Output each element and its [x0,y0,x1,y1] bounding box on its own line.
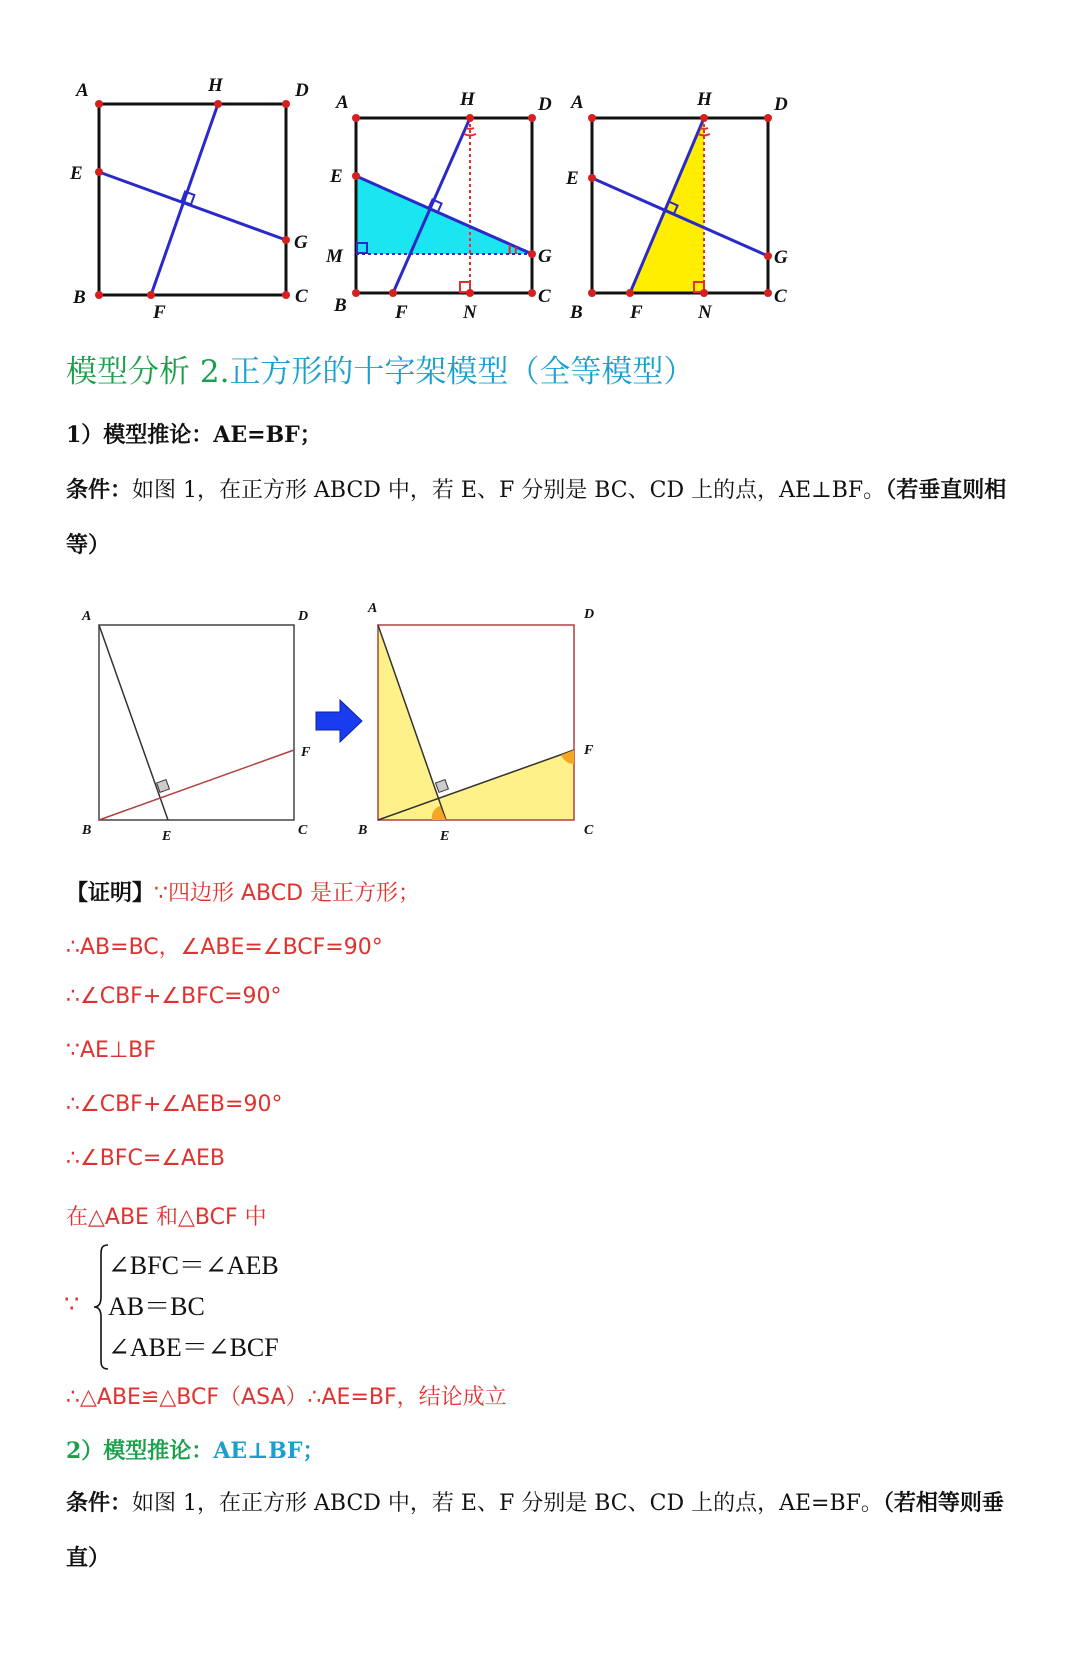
proof-label: 【证明】 [66,880,155,906]
proof-line-1: ∵四边形 ABCD 是正方形； [154,881,421,906]
proof-line-6: ∴∠BFC=∠AEB [66,1146,226,1171]
proof-line-7: 在△ABE 和△BCF 中 [66,1205,267,1230]
fig2-label-g: G [538,246,552,267]
proof-line-3: ∴∠CBF+∠BFC=90° [66,984,282,1009]
part2-heading-main: AE⊥BF； [213,1438,325,1464]
proof-line-2: ∴AB=BC，∠ABE=∠BCF=90° [66,935,383,960]
mid-left-label-f: F [301,745,311,760]
fig1-label-f: F [153,302,166,323]
proof-conclusion: ∴△ABE≌△BCF（ASA）∴AE=BF，结论成立 [66,1385,507,1410]
mid-right-label-e: E [440,829,450,840]
system-eq-2: AB＝BC [108,1292,205,1321]
fig3-label-d: D [774,94,788,115]
mid-left-label-a: A [82,609,92,624]
section-title-main: 正方形的十字架模型（全等模型） [229,354,695,390]
part1-heading: 1）模型推论：AE=BF； [66,422,322,448]
part1-condition-note: （若垂直则相等） [66,477,1007,558]
system-eq-1: ∠BFC＝∠AEB [108,1251,279,1280]
fig1-label-a: A [76,80,89,101]
mid-figure-right [357,601,594,840]
middle-figures [0,590,620,840]
fig1-line-hf [151,104,218,295]
mid-left-right-angle [157,780,170,793]
mid-left-square [99,625,294,820]
mid-left-label-b: B [82,823,92,838]
part1-condition-label: 条件： [66,477,133,503]
mid-right-label-c: C [584,823,594,838]
fig3-label-n: N [698,302,712,323]
system-equations [108,1245,279,1368]
part1-condition [66,463,1026,573]
figure-3 [565,89,788,323]
fig3-label-g: G [774,247,788,268]
proof-line-4: ∵AE⊥BF [66,1038,156,1063]
figure-2 [325,89,552,323]
mid-right-label-b: B [358,823,368,838]
mid-right-label-a: A [368,601,378,616]
fig3-label-h: H [697,89,712,110]
fig2-label-c: C [538,286,551,307]
mid-left-label-e: E [162,829,172,840]
part2-condition-label: 条件： [66,1490,133,1516]
proof-first-line [66,876,420,907]
part2-heading-prefix: 2）模型推论： [66,1438,214,1464]
fig2-label-f: F [395,302,408,323]
part2-condition-note: （若相等则垂直） [66,1490,1004,1571]
mid-figure-left [81,609,311,840]
fig2-label-h: H [460,89,475,110]
system-eq-3: ∠ABE＝∠BCF [108,1333,279,1362]
fig1-label-g: G [294,232,308,253]
fig3-label-c: C [774,286,787,307]
fig1-label-b: B [73,287,86,308]
fig1-right-angle-mark [182,192,195,205]
right-arrow-icon [316,700,362,742]
part2-condition-text: 如图 1，在正方形 ABCD 中，若 E、F 分别是 BC、CD 上的点，AE=BF。 [132,1491,883,1516]
fig1-label-h: H [208,75,223,96]
part2-condition [66,1476,1026,1586]
part1-condition-text: 如图 1，在正方形 ABCD 中，若 E、F 分别是 BC、CD 上的点，AE⊥BF。 [132,478,886,503]
mid-right-label-f: F [584,743,594,758]
fig3-label-e: E [566,168,579,189]
proof-line-5: ∴∠CBF+∠AEB=90° [66,1092,283,1117]
fig2-label-n: N [463,302,477,323]
fig3-label-b: B [570,302,583,323]
fig2-label-m: M [326,246,343,267]
part2-heading [66,1434,324,1465]
mid-left-label-c: C [298,823,308,838]
mid-left-label-d: D [298,609,309,624]
mid-left-line-ae [99,625,168,820]
fig2-label-e: E [330,166,343,187]
fig1-label-e: E [70,163,83,184]
fig2-label-a: A [336,92,349,113]
fig1-label-c: C [295,286,308,307]
top-figures [0,60,1080,330]
fig1-line-eg [99,172,286,240]
mid-right-right-angle [436,780,449,793]
fig1-label-d: D [295,80,309,101]
mid-left-line-bf [99,750,294,820]
fig3-label-f: F [630,302,643,323]
section-title [66,352,694,392]
section-title-prefix: 模型分析 2. [66,354,230,390]
fig2-label-b: B [334,295,347,316]
fig2-label-d: D [538,94,552,115]
system-because-symbol: ∵ [64,1290,80,1318]
figure-1 [69,75,309,323]
mid-right-label-d: D [584,607,595,622]
fig3-label-a: A [571,92,584,113]
